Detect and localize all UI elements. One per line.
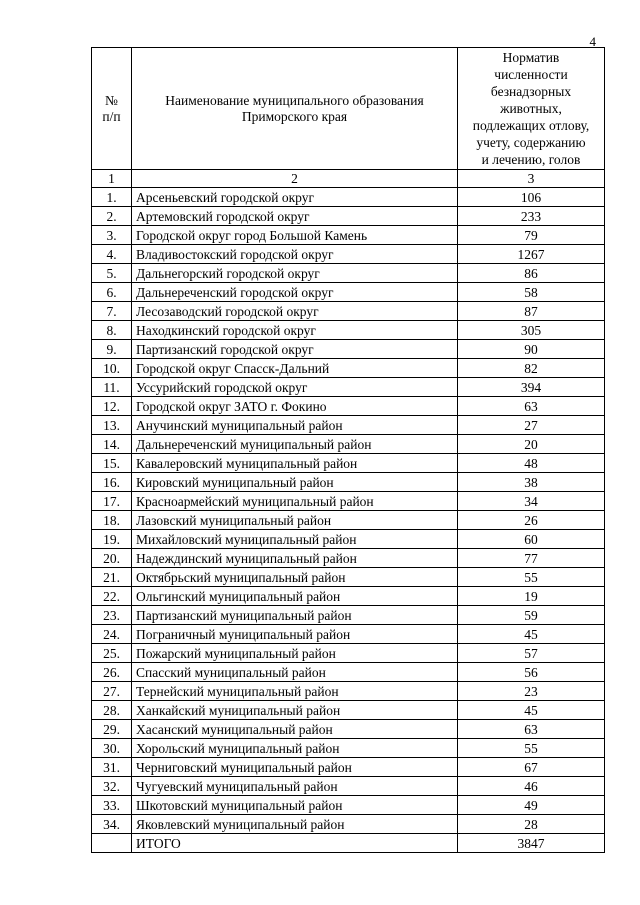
table-row [92,625,605,644]
municipality-name: Уссурийский городской округ [132,378,458,397]
norm-value: 87 [458,302,605,321]
row-number: 2. [92,207,132,226]
norm-value: 63 [458,397,605,416]
norm-value: 23 [458,682,605,701]
municipality-name: Спасский муниципальный район [132,663,458,682]
row-number: 6. [92,283,132,302]
municipality-name: Городской округ город Большой Камень [132,226,458,245]
municipality-name: Дальнереченский городской округ [132,283,458,302]
norm-value: 48 [458,454,605,473]
table-row [92,663,605,682]
municipality-name: Тернейский муниципальный район [132,682,458,701]
table-row [92,207,605,226]
row-number: 22. [92,587,132,606]
norm-value: 305 [458,321,605,340]
norm-value: 106 [458,188,605,207]
table-row [92,226,605,245]
row-number: 9. [92,340,132,359]
table-row [92,416,605,435]
municipality-name: Черниговский муниципальный район [132,758,458,777]
municipality-name: Лесозаводский городской округ [132,302,458,321]
row-number: 13. [92,416,132,435]
norm-value: 26 [458,511,605,530]
row-number: 16. [92,473,132,492]
municipality-name: Яковлевский муниципальный район [132,815,458,834]
table-row [92,701,605,720]
row-number: 28. [92,701,132,720]
row-number: 12. [92,397,132,416]
table-row [92,473,605,492]
norm-value: 90 [458,340,605,359]
norm-value: 233 [458,207,605,226]
table-row [92,454,605,473]
norm-value: 55 [458,568,605,587]
municipality-name: Пожарский муниципальный район [132,644,458,663]
row-number: 31. [92,758,132,777]
table-row [92,378,605,397]
norm-value: 19 [458,587,605,606]
row-number: 26. [92,663,132,682]
table-row [92,511,605,530]
row-number: 8. [92,321,132,340]
row-number: 20. [92,549,132,568]
header-municipality-name: Наименование муниципального образования Приморского края [132,48,458,170]
municipality-name: Кавалеровский муниципальный район [132,454,458,473]
table-row [92,644,605,663]
norm-value: 60 [458,530,605,549]
total-row [92,834,605,853]
norm-value: 77 [458,549,605,568]
table-row [92,397,605,416]
norm-value: 63 [458,720,605,739]
table-header-row [92,48,605,170]
total-number [92,834,132,853]
header-norm-value: Норматив численности безнадзорных животных, подлежащих отлову, учету, содержанию и лечению, голов [458,48,605,170]
table-row [92,530,605,549]
municipality-name: Михайловский муниципальный район [132,530,458,549]
municipality-name: Ольгинский муниципальный район [132,587,458,606]
municipality-name: Городской округ ЗАТО г. Фокино [132,397,458,416]
total-value: 3847 [458,834,605,853]
row-number: 4. [92,245,132,264]
municipality-name: Надеждинский муниципальный район [132,549,458,568]
row-number: 7. [92,302,132,321]
table-row [92,682,605,701]
norm-value: 67 [458,758,605,777]
row-number: 19. [92,530,132,549]
municipality-name: Арсеньевский городской округ [132,188,458,207]
norm-value: 45 [458,625,605,644]
header-number: № п/п [92,48,132,170]
row-number: 21. [92,568,132,587]
table-row [92,796,605,815]
table-row [92,587,605,606]
norm-value: 20 [458,435,605,454]
table-row [92,720,605,739]
row-number: 10. [92,359,132,378]
norm-value: 34 [458,492,605,511]
norm-value: 1267 [458,245,605,264]
table-row [92,340,605,359]
norm-value: 28 [458,815,605,834]
municipality-name: Октябрьский муниципальный район [132,568,458,587]
norm-value: 79 [458,226,605,245]
column-index-2: 2 [132,170,458,188]
row-number: 3. [92,226,132,245]
row-number: 1. [92,188,132,207]
table-row [92,777,605,796]
municipality-name: Хасанский муниципальный район [132,720,458,739]
row-number: 14. [92,435,132,454]
municipality-name: Находкинский городской округ [132,321,458,340]
column-index-1: 1 [92,170,132,188]
table-row [92,739,605,758]
norm-value: 86 [458,264,605,283]
row-number: 33. [92,796,132,815]
municipality-name: Дальнереченский муниципальный район [132,435,458,454]
norm-value: 38 [458,473,605,492]
table-row [92,758,605,777]
municipality-name: Артемовский городской округ [132,207,458,226]
page-number: 4 [589,34,596,49]
row-number: 32. [92,777,132,796]
municipality-name: Пограничный муниципальный район [132,625,458,644]
table-row [92,815,605,834]
table-row [92,435,605,454]
table-row [92,283,605,302]
row-number: 27. [92,682,132,701]
municipality-name: Чугуевский муниципальный район [132,777,458,796]
table-row [92,359,605,378]
municipality-name: Городской округ Спасск-Дальний [132,359,458,378]
norm-value: 45 [458,701,605,720]
municipality-name: Красноармейский муниципальный район [132,492,458,511]
column-index-row [92,170,605,188]
municipality-name: Шкотовский муниципальный район [132,796,458,815]
row-number: 34. [92,815,132,834]
table-body [92,188,605,853]
row-number: 11. [92,378,132,397]
table-row [92,188,605,207]
row-number: 24. [92,625,132,644]
municipality-name: Ханкайский муниципальный район [132,701,458,720]
row-number: 5. [92,264,132,283]
norm-value: 55 [458,739,605,758]
row-number: 25. [92,644,132,663]
row-number: 17. [92,492,132,511]
norm-value: 82 [458,359,605,378]
row-number: 30. [92,739,132,758]
norms-table [91,47,605,853]
table-row [92,549,605,568]
row-number: 29. [92,720,132,739]
municipality-name: Хорольский муниципальный район [132,739,458,758]
table-row [92,492,605,511]
norm-value: 27 [458,416,605,435]
total-label: ИТОГО [132,834,458,853]
municipality-name: Кировский муниципальный район [132,473,458,492]
row-number: 18. [92,511,132,530]
norm-value: 394 [458,378,605,397]
municipality-name: Владивостокский городской округ [132,245,458,264]
column-index-3: 3 [458,170,605,188]
table-row [92,245,605,264]
norm-value: 49 [458,796,605,815]
norm-value: 56 [458,663,605,682]
table-row [92,568,605,587]
municipality-name: Партизанский городской округ [132,340,458,359]
municipality-name: Анучинский муниципальный район [132,416,458,435]
norm-value: 58 [458,283,605,302]
table-row [92,264,605,283]
municipality-name: Партизанский муниципальный район [132,606,458,625]
row-number: 23. [92,606,132,625]
municipality-name: Дальнегорский городской округ [132,264,458,283]
municipality-name: Лазовский муниципальный район [132,511,458,530]
norm-value: 57 [458,644,605,663]
norm-value: 46 [458,777,605,796]
table-row [92,302,605,321]
norm-value: 59 [458,606,605,625]
table-row [92,606,605,625]
row-number: 15. [92,454,132,473]
table-row [92,321,605,340]
